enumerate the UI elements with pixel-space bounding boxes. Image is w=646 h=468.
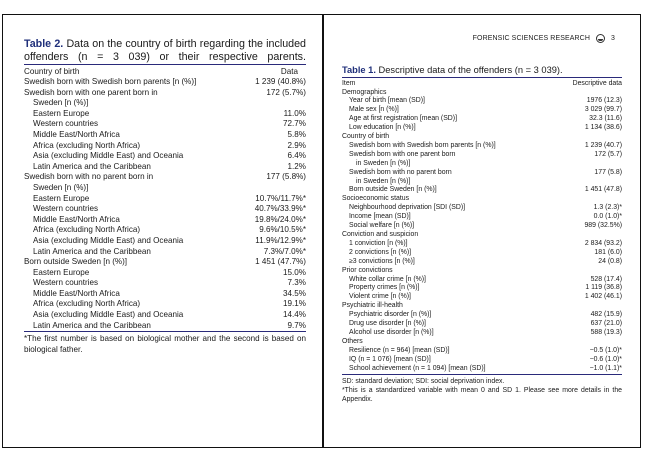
row-value: 72.7%: [283, 119, 306, 129]
row-label: Western countries: [33, 278, 99, 288]
table-row: [24, 194, 306, 205]
table-row: [342, 249, 622, 258]
footnote: SD: standard deviation; SDI: social deprivation index.: [342, 377, 505, 385]
row-value: [554, 89, 622, 98]
table-1-label: Table 1.: [342, 65, 376, 75]
row-label: Middle East/North Africa: [33, 129, 120, 139]
row-label: Socioeconomic status: [342, 195, 410, 203]
table-1-body: [342, 89, 622, 374]
row-label: Country of birth: [342, 133, 390, 141]
journal-title: FORENSIC SCIENCES RESEARCH: [472, 35, 590, 42]
row-value: 172 (5.7%): [266, 87, 306, 97]
table-row: [342, 169, 622, 178]
table-row: [342, 276, 622, 285]
table-row: [24, 247, 306, 258]
table-2-body: [24, 77, 306, 331]
row-value: 11.9%/12.9%*: [255, 235, 306, 245]
row-label: Property crimes [n (%)]: [349, 284, 420, 292]
page-number: 3: [611, 35, 615, 42]
row-value: [241, 183, 306, 194]
table-row: [342, 186, 622, 195]
table-row: [24, 310, 306, 321]
row-label: Year of birth [mean (SD)]: [349, 97, 425, 105]
table-row: [24, 278, 306, 289]
table-row: [342, 178, 622, 187]
table-row: [24, 172, 306, 183]
row-label: Asia (excluding Middle East) and Oceania: [33, 151, 184, 161]
row-label: 1 conviction [n (%)]: [349, 239, 408, 247]
table-bottom-rule: [342, 374, 622, 375]
row-value: 2 834 (93.2): [584, 239, 622, 247]
row-value: 181 (6.0): [594, 248, 622, 256]
row-value: 6.4%: [287, 151, 306, 161]
row-label: Alcohol use disorder [n (%)]: [349, 328, 434, 336]
row-label: Age at first registration [mean (SD)]: [349, 115, 457, 123]
row-value: 1 119 (36.8): [585, 284, 622, 292]
table-2-label: Table 2.: [24, 38, 64, 50]
row-value: 40.7%/33.9%*: [254, 204, 306, 214]
table-row: [342, 329, 622, 338]
row-label: Drug use disorder [n (%)]: [349, 320, 426, 328]
row-value: 1 239 (40.8%): [255, 77, 306, 86]
column-header: Country of birth: [24, 67, 80, 76]
row-value: 1 451 (47.7%): [255, 257, 306, 267]
row-value: 172 (5.7): [594, 150, 622, 158]
row-label: School achievement (n = 1 094) [mean (SD)]: [349, 364, 486, 372]
row-label: Swedish born with no parent born in: [24, 172, 154, 182]
row-label: Swedish born with no parent born: [349, 168, 452, 176]
table-header-row: [24, 65, 306, 77]
row-value: 34.5%: [283, 288, 306, 298]
column-header: Descriptive data: [572, 80, 622, 87]
table-row: [342, 115, 622, 124]
row-value: 19.1%: [283, 299, 306, 309]
row-value: 177 (5.8): [594, 168, 622, 176]
row-value: 7.3%: [287, 278, 306, 288]
row-value: 0.0 (1.0)*: [593, 213, 622, 221]
row-value: [554, 160, 622, 169]
table-row: [24, 130, 306, 141]
table-row: [342, 302, 622, 311]
row-value: 1 239 (40.7): [584, 141, 622, 149]
table-row: [24, 215, 306, 226]
row-value: [554, 231, 622, 240]
table-row: [342, 222, 622, 231]
row-label: Middle East/North Africa: [33, 288, 120, 298]
row-label: Eastern Europe: [33, 193, 90, 203]
row-value: 7.3%/7.0%*: [263, 246, 306, 256]
footnote: *The first number is based on biological mother and the second is based on biological father.: [24, 334, 306, 354]
row-label: Sweden [n (%)]: [33, 98, 89, 108]
row-label: White collar crime [n (%)]: [349, 275, 426, 283]
table-row: [342, 293, 622, 302]
row-value: 24 (0.8): [598, 257, 622, 265]
row-label: ≥3 convictions [n (%)]: [349, 257, 415, 265]
row-value: 177 (5.8%): [266, 172, 306, 182]
row-label: Violent crime [n (%)]: [349, 293, 411, 301]
row-label: Conviction and suspicion: [342, 231, 419, 238]
table-row: [342, 106, 622, 115]
column-header: Item: [342, 80, 356, 87]
row-label: Africa (excluding North Africa): [33, 225, 141, 235]
table-row: [342, 204, 622, 213]
row-label: Western countries: [33, 204, 99, 214]
table-header-row: [342, 78, 622, 89]
row-label: Swedish born with Swedish born parents [n (%)]: [349, 141, 496, 149]
row-label: Resilience (n = 964) [mean (SD)]: [349, 346, 450, 354]
row-value: 528 (17.4): [590, 275, 622, 283]
table-2-caption: [24, 38, 306, 63]
row-value: [554, 338, 622, 347]
row-value: 15.0%: [283, 267, 306, 277]
row-label: IQ (n = 1 076) [mean (SD)]: [349, 355, 431, 363]
table-row: [342, 142, 622, 151]
table-row: [342, 151, 622, 160]
row-value: 482 (15.9): [590, 311, 622, 319]
right-page: [325, 14, 641, 448]
table-row: [342, 89, 622, 98]
row-label: Asia (excluding Middle East) and Oceania: [33, 235, 184, 245]
row-value: 637 (21.0): [590, 320, 622, 328]
table-row: [342, 240, 622, 249]
row-value: 1.2%: [287, 161, 306, 171]
row-value: 9.6%/10.5%*: [259, 225, 306, 235]
table-row: [24, 257, 306, 268]
row-value: 19.8%/24.0%*: [254, 214, 306, 224]
row-value: [554, 195, 622, 204]
row-label: Psychiatric disorder [n (%)]: [349, 311, 432, 319]
row-value: 32.3 (11.6): [589, 115, 622, 123]
footnote: *This is a standardized variable with mean 0 and SD 1. Please see more details in the Appendix.: [342, 386, 622, 403]
row-label: Eastern Europe: [33, 267, 90, 277]
row-value: 2.9%: [287, 140, 306, 150]
row-label: Swedish born with Swedish born parents [n (%)]: [24, 77, 197, 86]
row-label: Asia (excluding Middle East) and Oceania: [33, 310, 184, 320]
table-bottom-rule: [24, 331, 306, 332]
row-value: 1 402 (46.1): [584, 293, 622, 301]
row-value: 1 134 (38.6): [584, 124, 622, 132]
row-value: −1.0 (1.1)*: [589, 364, 622, 372]
table-1-caption-text: Descriptive data of the offenders (n = 3 039).: [378, 65, 563, 75]
page-divider: [322, 14, 324, 448]
table-row: [342, 338, 622, 347]
table-row: [342, 347, 622, 356]
row-label: Demographics: [342, 88, 387, 96]
table-row: [342, 365, 622, 374]
table-row: [24, 225, 306, 236]
column-header: Data: [280, 67, 298, 76]
table-row: [342, 311, 622, 320]
table-row: [342, 213, 622, 222]
row-label: Others: [342, 337, 363, 345]
row-value: 1 451 (47.8): [584, 186, 622, 194]
row-label: Africa (excluding North Africa): [33, 140, 141, 150]
row-value: 5.8%: [287, 129, 306, 139]
table-row: [342, 231, 622, 240]
table-row: [24, 321, 306, 332]
row-label: Africa (excluding North Africa): [33, 299, 141, 309]
table-1-grid: [342, 78, 622, 374]
table-row: [24, 77, 306, 88]
table-row: [24, 289, 306, 300]
row-label: Sweden [n (%)]: [33, 182, 89, 192]
table-row: [24, 183, 306, 194]
table-row: [24, 204, 306, 215]
table-row: [342, 160, 622, 169]
row-value: 14.4%: [283, 310, 306, 320]
row-label: Born outside Sweden [n (%)]: [349, 186, 437, 194]
row-value: 588 (19.3): [590, 328, 622, 336]
table-1-caption: [342, 64, 622, 76]
table-row: [342, 258, 622, 267]
table-row: [24, 162, 306, 173]
table-row: [342, 195, 622, 204]
table-row: [24, 98, 306, 109]
table-2-caption-text: Data on the country of birth regarding the included offenders (n = 3 039) or their respective parents.: [24, 38, 306, 63]
table-row: [342, 133, 622, 142]
row-label: Psychiatric ill-health: [342, 302, 403, 310]
row-value: [554, 133, 622, 142]
table-row: [342, 97, 622, 106]
table-2-grid: [24, 65, 306, 331]
row-value: 1976 (12.3): [586, 97, 622, 105]
table-row: [24, 236, 306, 247]
row-value: 9.7%: [287, 320, 306, 330]
row-label: Social welfare [n (%)]: [349, 222, 415, 230]
table-2-footnotes: [24, 334, 306, 355]
table-row: [24, 141, 306, 152]
row-label: Western countries: [33, 119, 99, 129]
row-value: 10.7%/11.7%*: [255, 193, 306, 203]
row-label: Swedish born with one parent born: [349, 150, 456, 158]
row-label: Neighbourhood deprivation [SDI (SD)]: [349, 204, 466, 212]
row-label: Latin America and the Caribbean: [33, 161, 151, 171]
table-row: [24, 299, 306, 310]
row-value: [554, 267, 622, 276]
table-1: [342, 64, 622, 404]
row-label: in Sweden [n (%)]: [356, 177, 411, 185]
row-label: Male sex [n (%)]: [349, 106, 399, 114]
row-label: Low education [n (%)]: [349, 124, 416, 132]
row-label: Born outside Sweden [n (%)]: [24, 257, 128, 267]
table-1-footnotes: [342, 377, 622, 404]
table-2: [24, 38, 306, 355]
row-label: Latin America and the Caribbean: [33, 246, 151, 256]
row-label: in Sweden [n (%)]: [356, 159, 411, 167]
table-row: [342, 267, 622, 276]
table-row: [24, 268, 306, 279]
row-label: 2 convictions [n (%)]: [349, 248, 412, 256]
table-row: [342, 356, 622, 365]
row-value: 11.0%: [283, 108, 306, 118]
row-value: 1.3 (2.3)*: [593, 204, 622, 212]
running-head: [473, 34, 615, 43]
row-label: Swedish born with one parent born in: [24, 87, 158, 97]
table-row: [24, 119, 306, 130]
row-value: [554, 178, 622, 187]
table-row: [24, 109, 306, 120]
row-value: −0.6 (1.0)*: [589, 355, 622, 363]
row-value: −0.5 (1.0)*: [589, 346, 622, 354]
row-label: Latin America and the Caribbean: [33, 320, 151, 330]
row-label: Middle East/North Africa: [33, 214, 120, 224]
table-row: [342, 284, 622, 293]
left-page: [4, 14, 322, 448]
row-value: [554, 302, 622, 311]
row-value: [241, 98, 306, 109]
row-label: Income [mean (SD)]: [349, 213, 411, 221]
table-row: [24, 88, 306, 99]
row-value: 3 029 (99.7): [584, 106, 622, 114]
row-label: Prior convictions: [342, 266, 393, 274]
journal-logo-icon: [596, 34, 605, 43]
table-row: [342, 124, 622, 133]
row-label: Eastern Europe: [33, 108, 90, 118]
table-row: [342, 320, 622, 329]
row-value: 989 (32.5%): [584, 222, 622, 230]
table-row: [24, 151, 306, 162]
